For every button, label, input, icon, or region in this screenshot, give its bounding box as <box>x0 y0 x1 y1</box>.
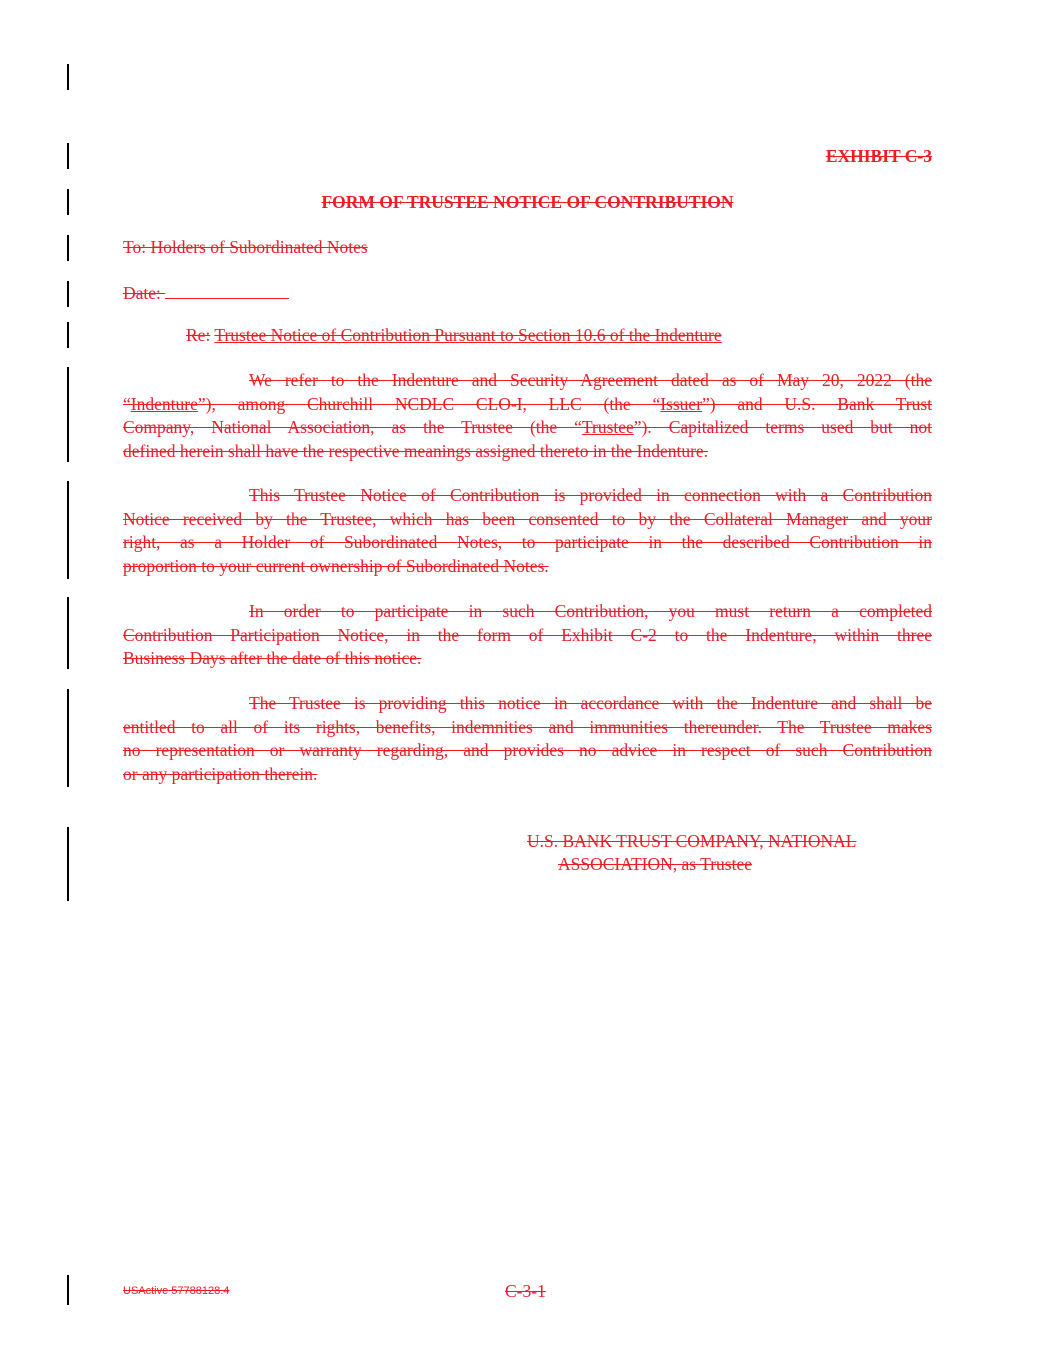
change-bar <box>67 367 69 462</box>
change-bar <box>67 481 69 579</box>
exhibit-label: EXHIBIT C-3 <box>825 146 932 166</box>
paragraph-trustee-disclaimer: The Trustee is providing this notice in accordance with the Indenture and shall be entitled to all of its rights, benefits, indemnities and immunities thereunder. The Trustee makes no representation or warranty regarding, and provides no advice in respect of such Contribution or any participation therein. <box>123 693 932 784</box>
signature-line-1: U.S. BANK TRUST COMPANY, NATIONAL <box>527 831 857 851</box>
change-bar <box>67 1275 69 1305</box>
change-bar <box>67 322 69 348</box>
change-bar <box>67 597 69 669</box>
paragraph-contribution-notice: This Trustee Notice of Contribution is provided in connection with a Contribution Notice received by the Trustee, which has been consented to by the Collateral Manager and your right, as a Holder of Subordinated Notes, to participate in the described Contribution in proportion to your current ownership of Subordinated Notes. <box>123 485 932 576</box>
form-title: FORM OF TRUSTEE NOTICE OF CONTRIBUTION <box>321 192 734 212</box>
change-bar <box>67 143 69 169</box>
change-bar <box>67 235 69 261</box>
date-label: Date: <box>123 283 161 303</box>
page-number: C-3-1 <box>505 1281 546 1301</box>
paragraph-indenture-reference: We refer to the Indenture and Security Agreement dated as of May 20, 2022 (the “Indenture”), among Churchill NCDLC CLO-I, LLC (the “Issuer”) and U.S. Bank Trust Company, National Association, as the Trustee (the “Trustee”). Capitalized terms used but not defined herein shall have the respective meanings assigned thereto in the Indenture. <box>123 370 933 461</box>
date-blank-field <box>165 284 289 299</box>
document-id: USActive 57788128.4 <box>123 1285 230 1297</box>
change-bar <box>67 689 69 787</box>
change-bar <box>67 281 69 307</box>
re-line <box>186 324 722 348</box>
change-bar <box>67 827 69 901</box>
re-subject: Trustee Notice of Contribution Pursuant to Section 10.6 of the Indenture <box>214 325 722 345</box>
re-prefix: Re: <box>186 325 211 345</box>
paragraph-participation: In order to participate in such Contribution, you must return a completed Contribution Participation Notice, in the form of Exhibit C-2 to the Indenture, within three Business Days after the date of this notice. <box>123 601 932 669</box>
to-line: To: Holders of Subordinated Notes <box>123 237 368 257</box>
change-bar <box>67 64 69 90</box>
signature-line-2: ASSOCIATION, as Trustee <box>558 854 752 874</box>
date-line <box>123 282 289 306</box>
